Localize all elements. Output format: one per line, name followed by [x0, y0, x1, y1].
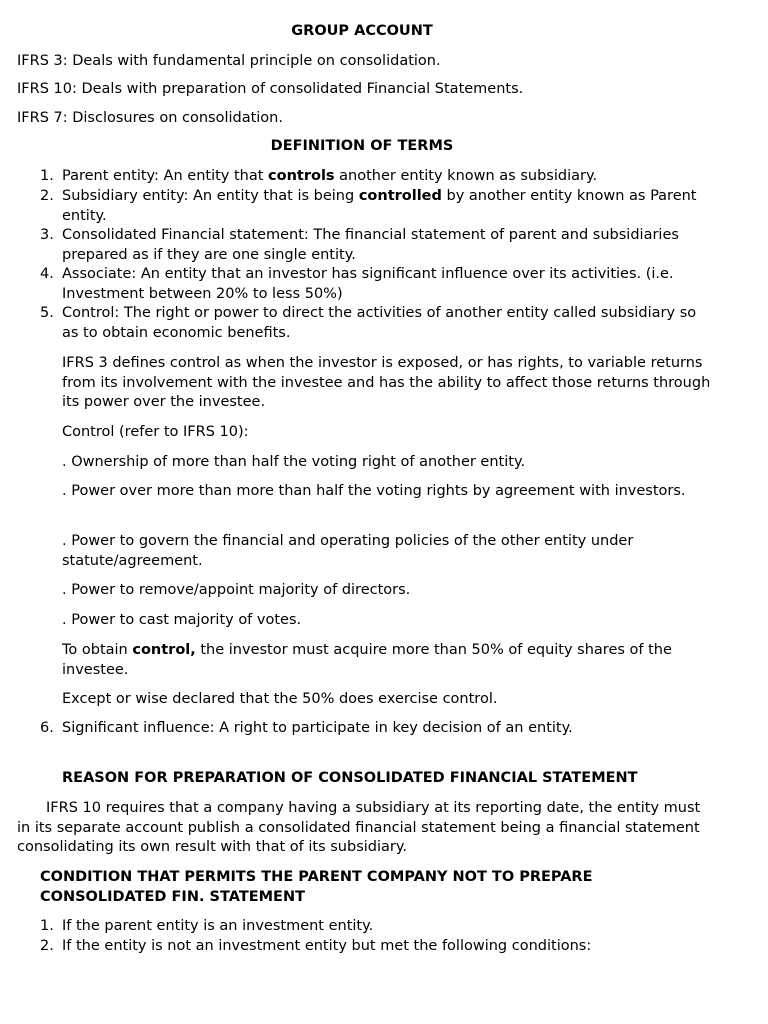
definition-item-1: [40, 167, 720, 187]
definition-text: Consolidated Financial statement: The financial statement of parent and subsidiaries prepared as if they are one single entity.: [62, 227, 679, 263]
definition-text: Parent entity: An entity that controls another entity known as subsidiary.: [62, 168, 598, 184]
definitions-heading: DEFINITION OF TERMS: [270, 138, 454, 154]
list-number: 4.: [40, 266, 54, 282]
control-bullet: . Power to remove/appoint majority of directors.: [62, 582, 411, 598]
intro-line-ifrs3: IFRS 3: Deals with fundamental principle on consolidation.: [17, 53, 441, 69]
definition-item-5: [40, 304, 720, 343]
condition-text: If the entity is not an investment entity but met the following conditions:: [62, 938, 592, 954]
reason-heading: REASON FOR PREPARATION OF CONSOLIDATED FINANCIAL STATEMENT: [62, 770, 638, 786]
condition-item-2: [40, 937, 720, 957]
control-bullet: . Power over more than more than half the voting rights by agreement with investors.: [62, 483, 686, 499]
condition-item-1: [40, 917, 720, 937]
list-number: 2.: [40, 938, 54, 954]
definition-text: Significant influence: A right to participate in key decision of an entity.: [62, 720, 573, 736]
condition-heading: CONDITION THAT PERMITS THE PARENT COMPANY NOT TO PREPARE CONSOLIDATED FIN. STATEMENT: [40, 869, 593, 905]
definition-text: Control: The right or power to direct the activities of another entity called subsidiary so as to obtain economic benefits.: [62, 305, 697, 341]
control-bullet: . Power to govern the financial and operating policies of the other entity under statute/agreement.: [62, 533, 634, 569]
list-number: 3.: [40, 227, 54, 243]
page-title: GROUP ACCOUNT: [291, 23, 433, 39]
list-number: 5.: [40, 305, 54, 321]
definition-item-2: [40, 187, 720, 226]
ifrs3-control-definition: IFRS 3 defines control as when the investor is exposed, or has rights, to variable returns from its involvement with the investee and has the ability to affect those returns through its power over the investee.: [62, 355, 711, 410]
control-bullet: . Ownership of more than half the voting right of another entity.: [62, 454, 526, 470]
list-number: 1.: [40, 168, 54, 184]
definition-item-3: [40, 226, 720, 265]
definition-text: Associate: An entity that an investor has significant influence over its activities. (i.e. Investment between 20% to less 50%): [62, 266, 674, 302]
reason-paragraph: IFRS 10 requires that a company having a subsidiary at its reporting date, the entity must in its separate account publish a consolidated financial statement being a financial statement consolidating its own result with that of its subsidiary.: [17, 800, 701, 855]
intro-line-ifrs7: IFRS 7: Disclosures on consolidation.: [17, 110, 283, 126]
condition-text: If the parent entity is an investment entity.: [62, 918, 374, 934]
except-note: Except or wise declared that the 50% does exercise control.: [62, 691, 498, 707]
control-bullet: . Power to cast majority of votes.: [62, 612, 302, 628]
obtain-control-note: To obtain control, the investor must acquire more than 50% of equity shares of the investee.: [62, 642, 672, 678]
list-number: 6.: [40, 720, 54, 736]
definition-item-4: [40, 265, 720, 304]
definition-text: Subsidiary entity: An entity that is being controlled by another entity known as Parent entity.: [62, 188, 697, 224]
list-number: 2.: [40, 188, 54, 204]
definition-item-6: [40, 719, 720, 739]
intro-line-ifrs10: IFRS 10: Deals with preparation of consolidated Financial Statements.: [17, 81, 524, 97]
control-refer-label: Control (refer to IFRS 10):: [62, 424, 249, 440]
list-number: 1.: [40, 918, 54, 934]
